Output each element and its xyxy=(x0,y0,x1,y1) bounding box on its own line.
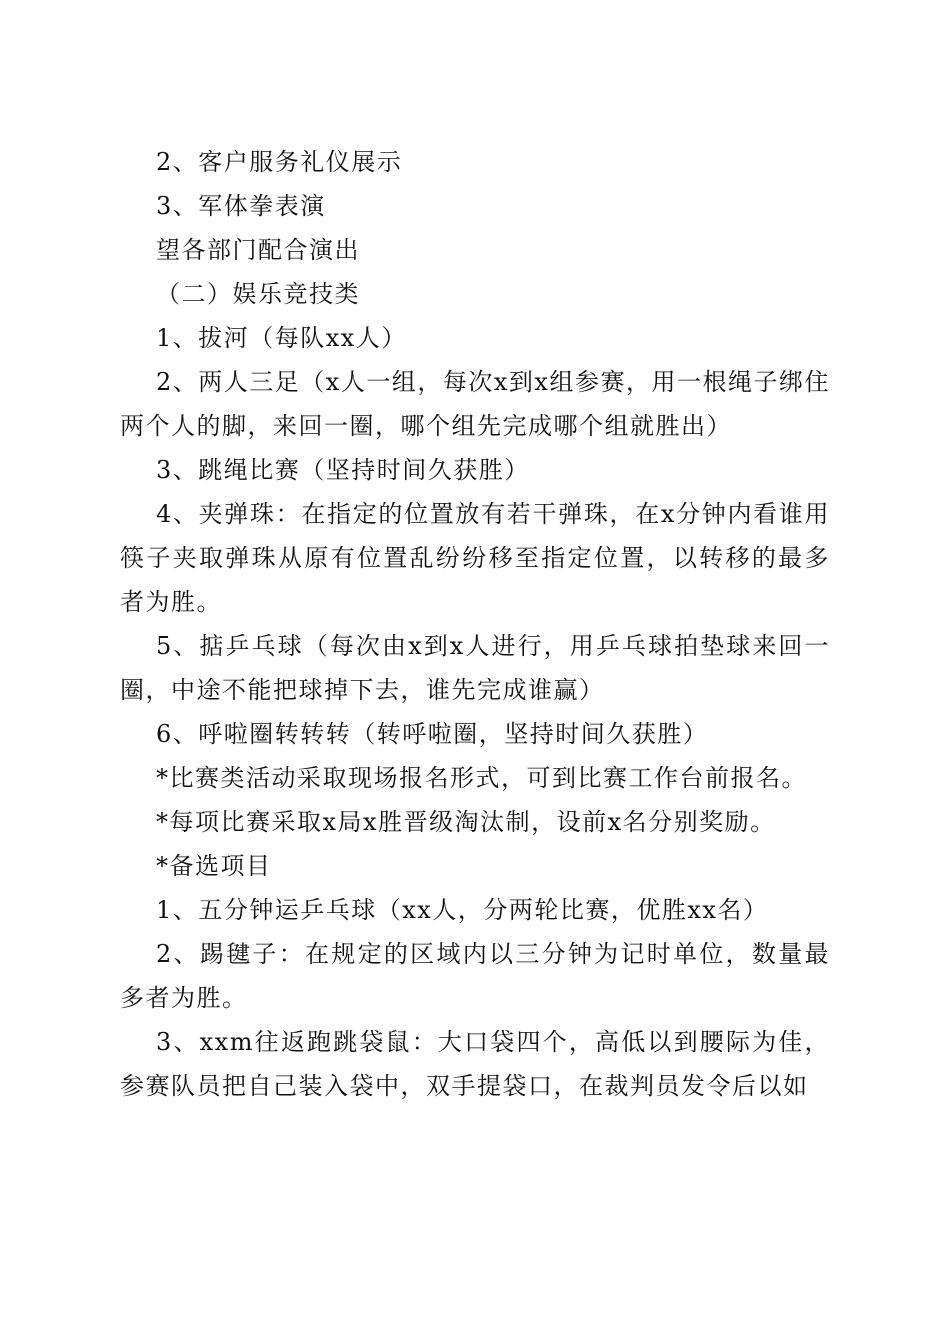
paragraph-shuttlecock: 2、踢毽子：在规定的区域内以三分钟为记时单位，数量最多者为胜。 xyxy=(120,940,830,1012)
paragraph-jump-rope: 3、跳绳比赛（坚持时间久获胜） xyxy=(156,456,530,484)
note-registration: *比赛类活动采取现场报名形式，可到比赛工作台前报名。 xyxy=(156,764,807,792)
paragraph-ping-pong-carry: 1、五分钟运乒乓球（xx人，分两轮比赛，优胜xx名） xyxy=(156,896,769,924)
paragraph-ping-pong-relay: 5、掂乒乓球（每次由x到x人进行，用乒乓球拍垫球来回一圈，中途不能把球掉下去，谁先完成谁赢） xyxy=(120,632,830,704)
paragraph-department-cooperation: 望各部门配合演出 xyxy=(156,236,360,264)
section-heading-entertainment: （二）娱乐竞技类 xyxy=(156,280,360,308)
note-optional-items: *备选项目 xyxy=(156,852,272,880)
paragraph-three-legged-race: 2、两人三足（x人一组，每次x到x组参赛，用一根绳子绑住两个人的脚，来回一圈，哪个组先完成哪个组就胜出） xyxy=(120,368,830,440)
paragraph-tug-of-war: 1、拔河（每队xx人） xyxy=(156,324,407,352)
document-body xyxy=(120,140,830,1108)
paragraph-hula-hoop: 6、呼啦圈转转转（转呼啦圈，坚持时间久获胜） xyxy=(156,720,709,748)
paragraph-service-etiquette: 2、客户服务礼仪展示 xyxy=(156,148,403,176)
paragraph-martial-arts: 3、军体拳表演 xyxy=(156,192,326,220)
paragraph-marble-pick: 4、夹弹珠：在指定的位置放有若干弹珠，在x分钟内看谁用筷子夹取弹珠从原有位置乱纷纷移至指定位置，以转移的最多者为胜。 xyxy=(120,500,830,616)
paragraph-sack-race: 3、xxm往返跑跳袋鼠：大口袋四个，高低以到腰际为佳，参赛队员把自己装入袋中，双手提袋口，在裁判员发令后以如 xyxy=(120,1028,830,1100)
note-elimination-rules: *每项比赛采取x局x胜晋级淘汰制，设前x名分别奖励。 xyxy=(156,808,776,836)
